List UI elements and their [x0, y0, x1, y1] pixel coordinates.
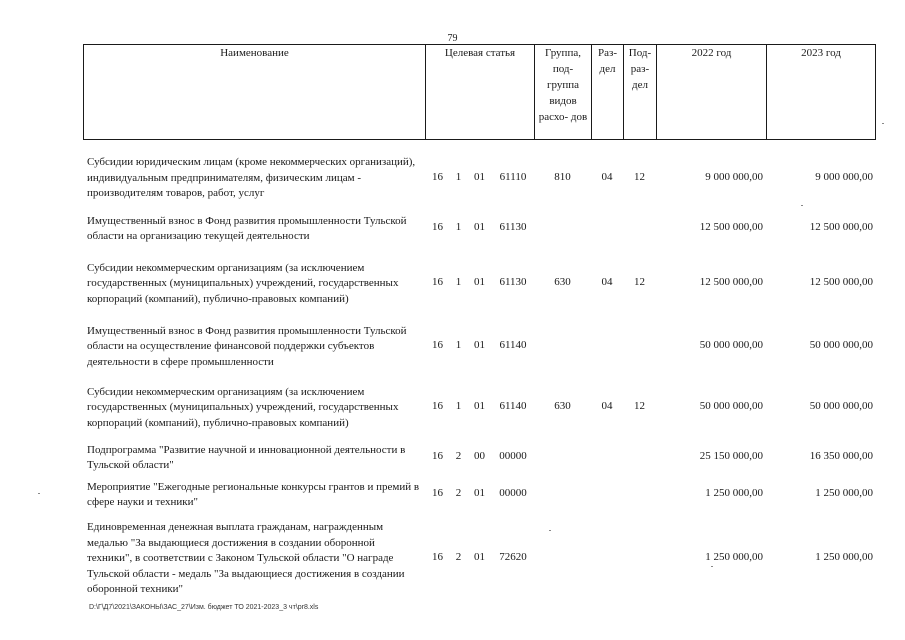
row-target-code-4: 61130: [499, 276, 527, 289]
row-name: Имущественный взнос в Фонд развития промышленности Тульской области на организацию текущей деятельности: [87, 214, 407, 242]
row-target-code-1: 16: [432, 450, 443, 463]
row-name: Субсидии юридическим лицам (кроме некоммерческих организаций), индивидуальным предпринимателям, физическим лицам - производителям товаров, работ, услуг: [87, 156, 416, 200]
row-target-code-2: 1: [455, 400, 462, 413]
column-header-group: Группа, под- группа видов расхо- дов: [535, 45, 592, 140]
table-row: [83, 514, 875, 602]
row-target-code-4: 61110: [499, 170, 527, 183]
column-header-2022: 2022 год: [657, 45, 767, 140]
row-amount-2023: 9 000 000,00: [815, 170, 873, 183]
row-target-code-2: 1: [455, 339, 462, 352]
row-target-code-4: 00000: [499, 450, 527, 463]
column-header-target: Целевая статья: [426, 45, 535, 140]
row-subsection: [623, 440, 656, 474]
row-amount-2022: 9 000 000,00: [705, 170, 763, 183]
row-amount-2022: 25 150 000,00: [699, 450, 763, 463]
row-amount-2022: 12 500 000,00: [699, 276, 763, 289]
row-section: [591, 208, 623, 248]
row-target-code-2: 2: [455, 450, 462, 463]
scan-speck: [38, 493, 40, 494]
row-target-code-3: 01: [474, 276, 485, 289]
scan-speck: [711, 566, 713, 567]
row-subsection: 12: [634, 170, 645, 183]
row-amount-2022: 50 000 000,00: [699, 400, 763, 413]
row-target-code-1: 16: [432, 551, 443, 564]
row-group: 810: [554, 170, 571, 183]
scan-speck: [549, 530, 551, 531]
row-target-code-4: 61130: [499, 221, 527, 234]
row-amount-2022: 1 250 000,00: [705, 551, 763, 564]
row-amount-2023: 1 250 000,00: [815, 487, 873, 500]
row-target-code-4: 72620: [499, 551, 527, 564]
row-amount-2022: 1 250 000,00: [705, 487, 763, 500]
row-subsection: [623, 208, 656, 248]
column-header-name: Наименование: [84, 45, 426, 140]
column-header-section: Раз- дел: [592, 45, 624, 140]
row-group: 630: [554, 400, 571, 413]
row-target-code-4: 61140: [499, 400, 527, 413]
row-target-code-3: 00: [474, 450, 485, 463]
table-row: [83, 440, 875, 474]
row-section: 04: [601, 400, 613, 413]
column-header-subsection: Под- раз- дел: [624, 45, 657, 140]
row-target-code-3: 01: [474, 400, 485, 413]
row-target-code-2: 1: [455, 170, 462, 183]
row-target-code-1: 16: [432, 276, 443, 289]
row-target-code-3: 01: [474, 170, 485, 183]
row-group: [534, 474, 591, 514]
row-amount-2022: 12 500 000,00: [699, 221, 763, 234]
table-row: [83, 147, 875, 208]
row-target-code-3: 01: [474, 221, 485, 234]
row-section: 04: [601, 170, 613, 183]
row-amount-2023: 50 000 000,00: [809, 400, 873, 413]
row-amount-2023: 1 250 000,00: [815, 551, 873, 564]
file-path-footer: D:\Г\Д7\2021\ЗАКОНЫ\ЗАС_27\Изм. бюджет ТО 2021-2023_3 чт\pr8.xls: [89, 604, 319, 611]
row-name: Подпрограмма "Развитие научной и инновационной деятельности в Тульской области": [87, 443, 406, 471]
row-subsection: [623, 514, 656, 602]
page-number: 79: [447, 33, 458, 44]
row-section: [591, 318, 623, 374]
row-target-code-2: 2: [455, 487, 462, 500]
row-target-code-1: 16: [432, 221, 443, 234]
row-name: Имущественный взнос в Фонд развития промышленности Тульской области на осуществление финансовой поддержки субъектов деятельности в сфере промышленности: [87, 324, 407, 368]
row-subsection: 12: [634, 276, 645, 289]
scan-speck: [882, 123, 884, 124]
row-subsection: [623, 474, 656, 514]
row-amount-2023: 50 000 000,00: [809, 339, 873, 352]
row-target-code-2: 1: [455, 276, 462, 289]
row-group: [534, 318, 591, 374]
row-subsection: 12: [634, 400, 645, 413]
row-name: Единовременная денежная выплата гражданам, награжденным медалью "За выдающиеся достижения в создании оборонной техники", в соответствии с Законом Тульской области "О награде Тульской области - медаль "За выдающиеся достижения в создании оборонной техники": [87, 521, 405, 596]
row-target-code-4: 61140: [499, 339, 527, 352]
row-name: Субсидии некоммерческим организациям (за исключением государственных (муниципальных) учреждений, государственных корпораций (компаний), публично-правовых компаний): [87, 261, 399, 305]
column-header-2023: 2023 год: [767, 45, 876, 140]
row-name: Субсидии некоммерческим организациям (за исключением государственных (муниципальных) учреждений, государственных корпораций (компаний), публично-правовых компаний): [87, 385, 399, 429]
row-amount-2023: 12 500 000,00: [809, 276, 873, 289]
scan-speck: [801, 205, 803, 206]
row-name: Мероприятие "Ежегодные региональные конкурсы грантов и премий в сфере науки и техники": [87, 480, 420, 508]
row-group: [534, 208, 591, 248]
row-group: [534, 440, 591, 474]
row-amount-2023: 12 500 000,00: [809, 221, 873, 234]
row-subsection: [623, 318, 656, 374]
table-row: [83, 318, 875, 374]
row-target-code-1: 16: [432, 400, 443, 413]
table-header: [83, 44, 876, 140]
row-group: [534, 514, 591, 602]
row-amount-2023: 16 350 000,00: [809, 450, 873, 463]
row-section: [591, 514, 623, 602]
row-target-code-2: 2: [455, 551, 462, 564]
row-target-code-3: 01: [474, 487, 485, 500]
table-row: [83, 374, 875, 440]
row-target-code-2: 1: [455, 221, 462, 234]
row-target-code-1: 16: [432, 339, 443, 352]
row-target-code-1: 16: [432, 170, 443, 183]
table-row: [83, 474, 875, 514]
row-target-code-1: 16: [432, 487, 443, 500]
row-group: 630: [554, 276, 571, 289]
data-table: [83, 147, 875, 602]
row-target-code-3: 01: [474, 339, 485, 352]
row-section: 04: [601, 276, 613, 289]
table-row: [83, 248, 875, 318]
row-section: [591, 474, 623, 514]
table-row: [83, 208, 875, 248]
row-amount-2022: 50 000 000,00: [699, 339, 763, 352]
row-section: [591, 440, 623, 474]
row-target-code-3: 01: [474, 551, 485, 564]
row-target-code-4: 00000: [499, 487, 527, 500]
